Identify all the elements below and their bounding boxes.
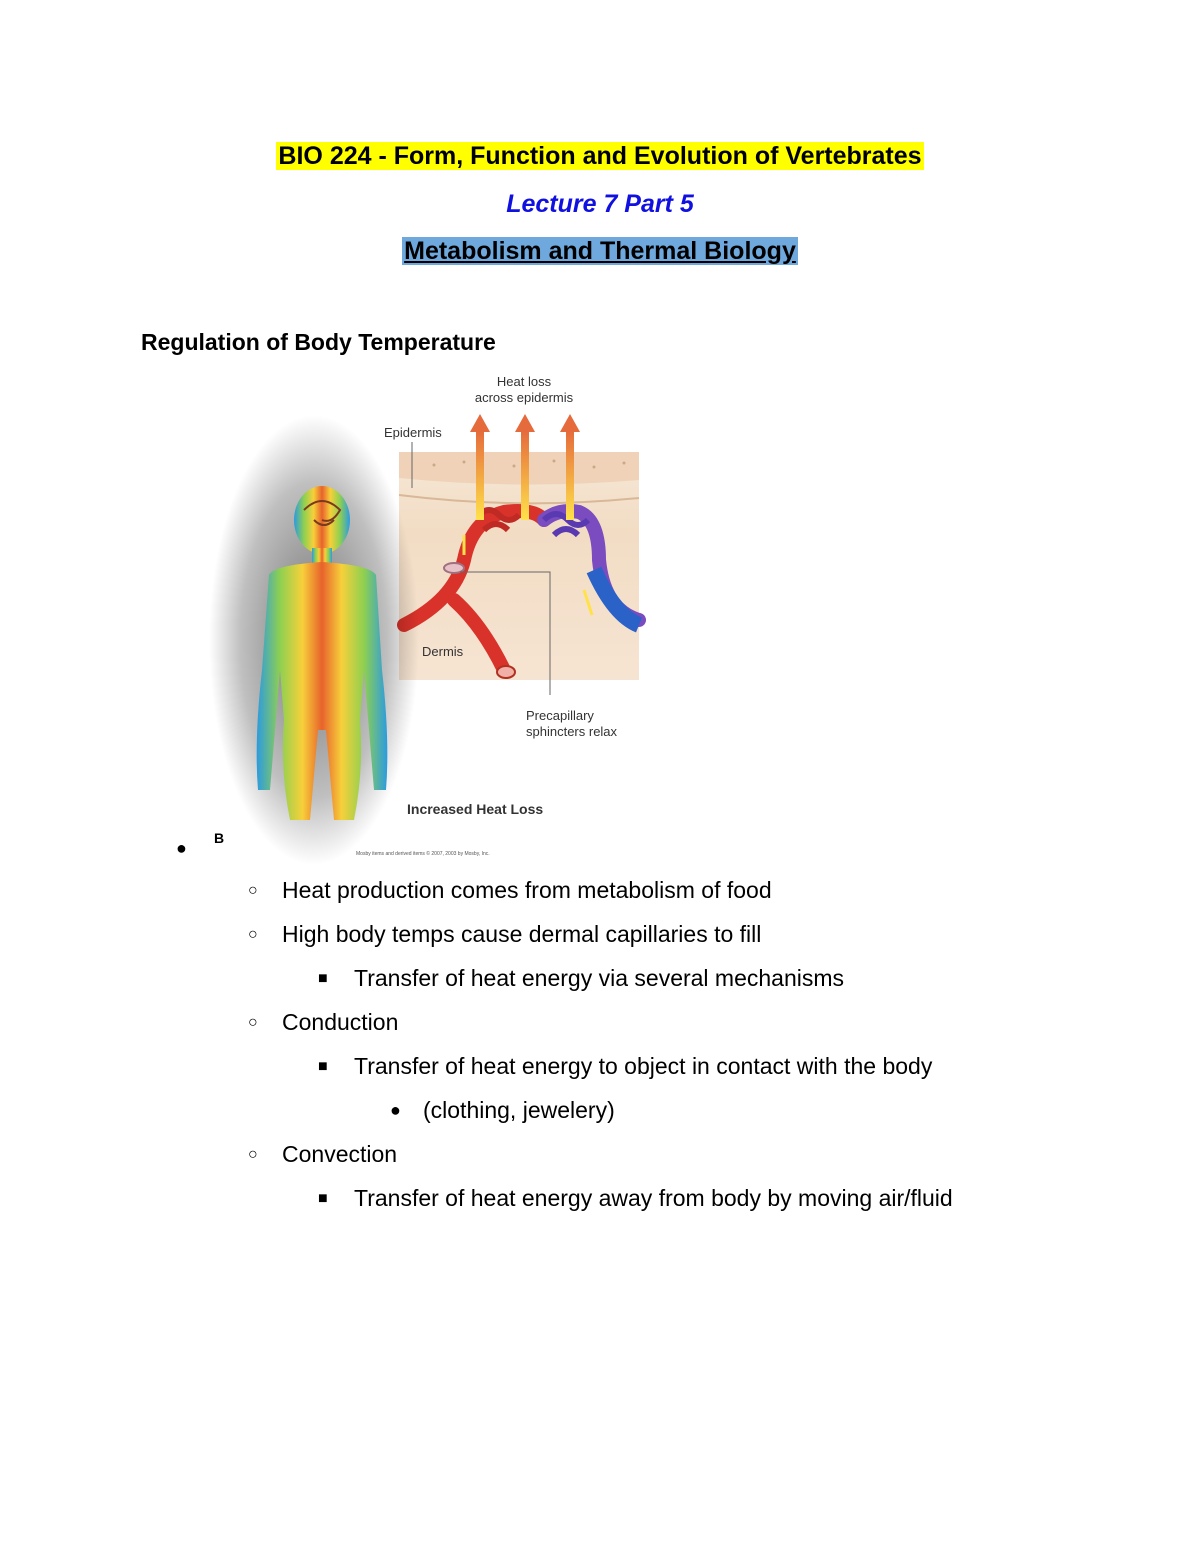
bullet-marker: ● xyxy=(176,838,187,858)
list-item: Transfer of heat energy to object in contact with the body xyxy=(354,1053,933,1079)
bullet-b-label: B xyxy=(214,830,225,846)
lecture-number: Lecture 7 Part 5 xyxy=(506,190,694,218)
list-item: Conduction xyxy=(282,1009,399,1035)
dermis-label: Dermis xyxy=(422,644,464,659)
heat-loss-sublabel: across epidermis xyxy=(474,390,574,405)
bullet-marker: ■ xyxy=(318,1058,328,1075)
course-title: BIO 224 - Form, Function and Evolution of Vertebrates xyxy=(278,142,922,170)
list-item: Transfer of heat energy away from body by moving air/fluid xyxy=(354,1185,953,1211)
list-item: Convection xyxy=(282,1141,398,1167)
heat-loss-figure xyxy=(214,370,644,857)
list-item: Transfer of heat energy via several mechanisms xyxy=(354,965,845,991)
heat-loss-illustration xyxy=(214,370,644,857)
bullet-marker: ● xyxy=(390,1100,401,1120)
sphincter-label: Precapillary xyxy=(526,708,594,723)
section-heading: Regulation of Body Temperature xyxy=(141,329,496,355)
bullet-marker: ○ xyxy=(248,1146,258,1163)
lecture-line xyxy=(0,190,1200,219)
course-title-line xyxy=(0,142,1200,171)
bullet-marker: ○ xyxy=(248,882,258,899)
epidermis-label: Epidermis xyxy=(384,425,442,440)
topic-title: Metabolism and Thermal Biology xyxy=(404,237,796,265)
sphincter-sublabel: sphincters relax xyxy=(526,724,618,739)
figure-caption: Increased Heat Loss xyxy=(407,801,544,817)
heat-loss-label: Heat loss xyxy=(496,374,552,389)
figure-copyright: Mosby items and derived items © 2007, 2003 by Mosby, Inc. xyxy=(356,851,490,857)
bullet-marker: ■ xyxy=(318,1190,328,1207)
list-item: Heat production comes from metabolism of food xyxy=(282,877,772,903)
topic-line xyxy=(0,237,1200,266)
bullet-marker: ■ xyxy=(318,970,328,987)
list-item: High body temps cause dermal capillaries to fill xyxy=(282,921,762,947)
list-item: (clothing, jewelery) xyxy=(423,1097,615,1123)
bullet-marker: ○ xyxy=(248,926,258,943)
bullet-marker: ○ xyxy=(248,1014,258,1031)
